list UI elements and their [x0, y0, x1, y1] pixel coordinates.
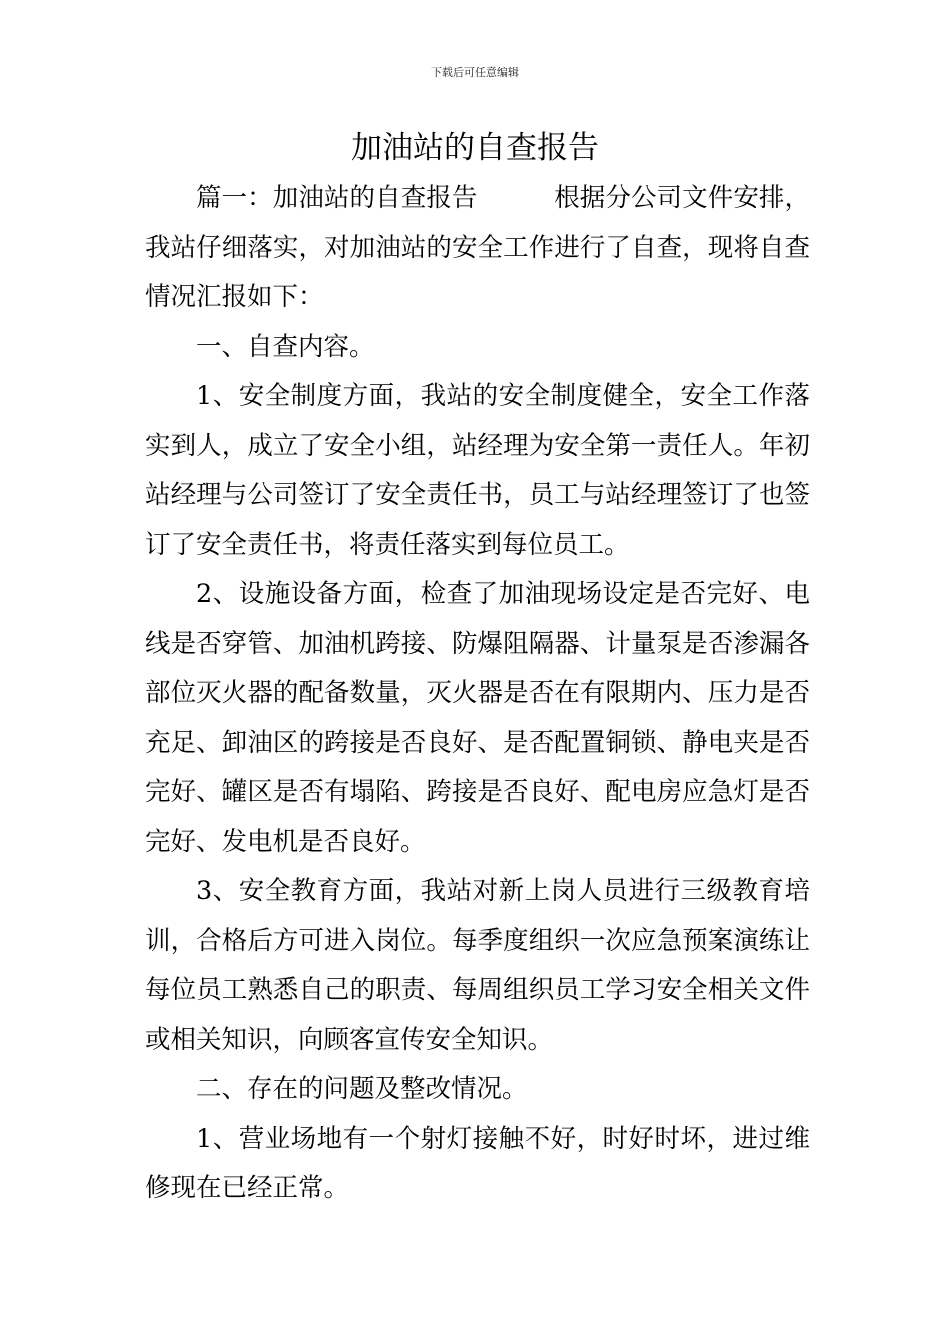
section-heading-self-check: 一、自查内容。: [196, 331, 375, 362]
intro-paragraph: 篇一：加油站的自查报告 根据分公司文件安排，我站仔细落实，对加油站的安全工作进行了自查，现将自查情况汇报如下：: [145, 183, 810, 312]
paragraph-safety-education: 3、安全教育方面，我站对新上岗人员进行三级教育培训，合格后方可进入岗位。每季度组织一次应急预案演练让每位员工熟悉自己的职责、每周组织员工学习安全相关文件或相关知识，向顾客宣传安全知识。: [145, 876, 810, 1055]
paragraph-safety-system: 1、安全制度方面，我站的安全制度健全，安全工作落实到人，成立了安全小组，站经理为安全第一责任人。年初站经理与公司签订了安全责任书，员工与站经理签订了也签订了安全责任书，将责任落实到每位员工。: [145, 381, 810, 560]
header-note: 下载后可任意编辑: [431, 66, 519, 79]
document-body: [145, 174, 810, 1214]
document-title: 加油站的自查报告: [351, 130, 599, 166]
section-heading-problems: 二、存在的问题及整改情况。: [196, 1074, 528, 1104]
paragraph-problem-1: 1、营业场地有一个射灯接触不好，时好时坏，进过维修现在已经正常。: [145, 1123, 810, 1203]
paragraph-facilities: 2、设施设备方面，检查了加油现场设定是否完好、电线是否穿管、加油机跨接、防爆阻隔器、计量泵是否渗漏各部位灭火器的配备数量，灭火器是否在有限期内、压力是否充足、卸油区的跨接是否良好、是否配置铜锁、静电夹是否完好、罐区是否有塌陷、跨接是否良好、配电房应急灯是否完好、发电机是否良好。: [145, 579, 810, 857]
